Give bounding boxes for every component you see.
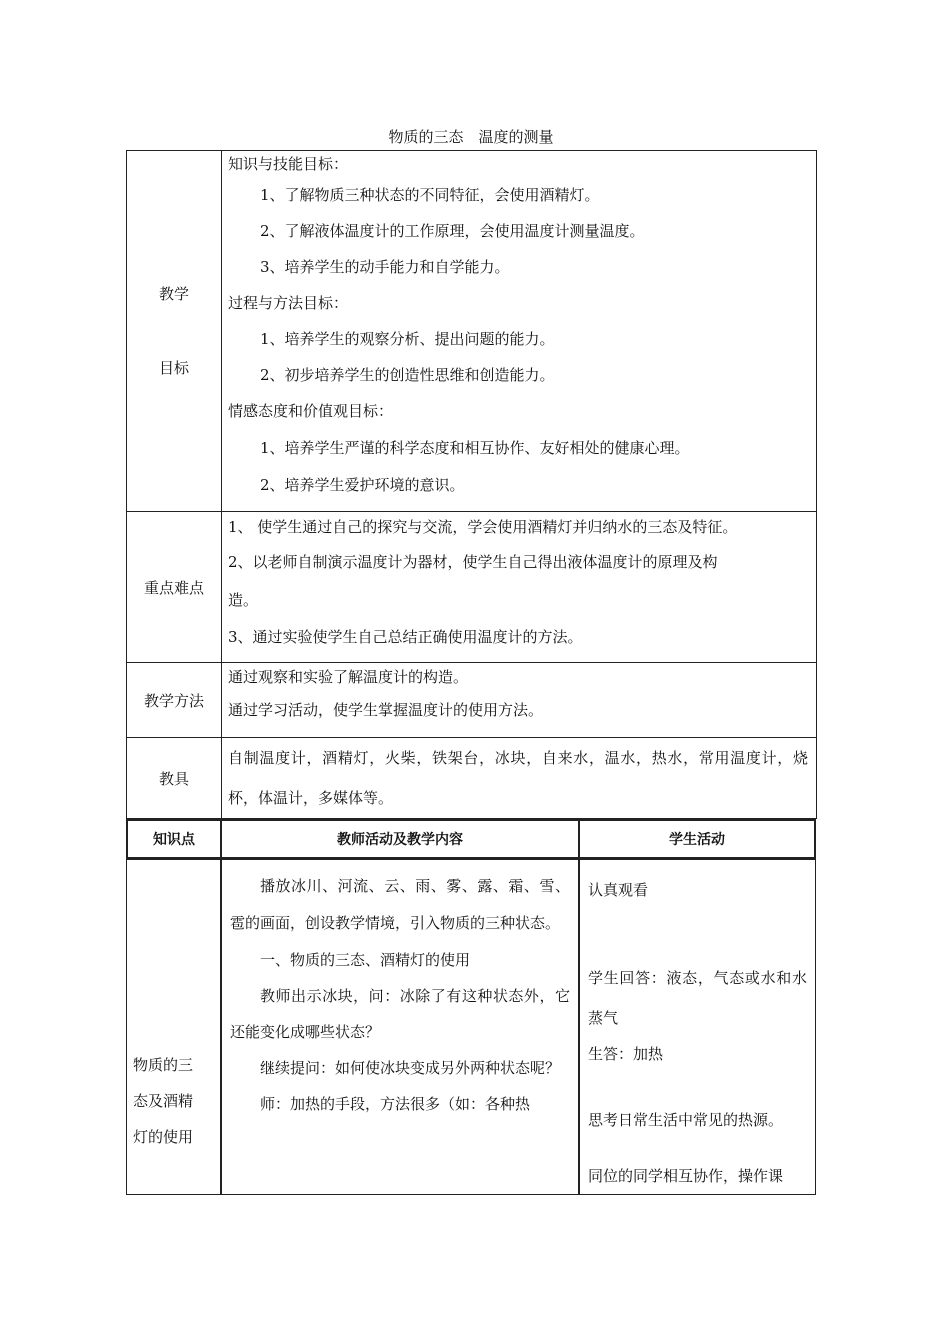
student-paragraph: 认真观看	[588, 881, 649, 899]
keypoints-row	[127, 512, 817, 663]
methods-content-cell	[222, 663, 817, 738]
knowledge-item: 3、培养学生的动手能力和自学能力。	[260, 258, 510, 276]
student-paragraph: 思考日常生活中常见的热源。	[588, 1111, 784, 1129]
keypoint-item: 2、以老师自制演示温度计为器材，使学生自己得出液体温度计的原理及构	[228, 553, 718, 571]
objectives-label-line-2: 目标	[158, 359, 189, 377]
method-item: 通过学习活动，使学生掌握温度计的使用方法。	[228, 701, 544, 719]
knowledge-item: 2、了解液体温度计的工作原理，会使用温度计测量温度。	[260, 222, 645, 240]
tools-text: 自制温度计，酒精灯，火柴，铁架台，冰块，自来水，温水，热水，常用温度计，烧杯，体温计，多媒体等。	[228, 749, 808, 807]
teacher-paragraph: 一、物质的三态、酒精灯的使用	[260, 951, 471, 969]
teacher-paragraph: 教师出示冰块，问：冰除了有这种状态外，它还能变化成哪些状态？	[230, 987, 570, 1041]
header-teacher-activity: 教师活动及教学内容	[221, 819, 579, 859]
knowledge-point-line: 态及酒精	[133, 1092, 194, 1110]
tools-content-cell	[222, 738, 817, 819]
knowledge-point-cell	[126, 859, 221, 1195]
teacher-paragraph: 继续提问：如何使冰块变成另外两种状态呢？	[260, 1059, 561, 1077]
knowledge-heading: 知识与技能目标：	[228, 155, 349, 173]
activity-table	[126, 819, 816, 1195]
process-item: 2、初步培养学生的创造性思维和创造能力。	[260, 366, 555, 384]
methods-label: 教学方法	[127, 663, 222, 738]
emotion-heading: 情感态度和价值观目标：	[228, 402, 394, 420]
process-heading: 过程与方法目标：	[228, 294, 349, 312]
overview-table	[126, 150, 817, 819]
header-knowledge-point: 知识点	[126, 819, 221, 859]
tools-row	[127, 738, 817, 819]
student-activity-cell	[579, 859, 816, 1195]
knowledge-point-line: 灯的使用	[133, 1128, 194, 1146]
objectives-label-line-1: 教学	[158, 285, 189, 303]
keypoint-item: 3、通过实验使学生自己总结正确使用温度计的方法。	[228, 628, 583, 646]
teacher-paragraph: 播放冰川、河流、云、雨、雾、露、霜、雪、雹的画面，创设教学情境，引入物质的三种状态。	[230, 877, 570, 932]
keypoint-item: 1、 使学生通过自己的探究与交流，学会使用酒精灯并归纳水的三态及特征。	[228, 518, 738, 536]
header-student-activity: 学生活动	[579, 819, 816, 859]
student-paragraph: 学生回答：液态，气态或水和水蒸气	[588, 969, 807, 1027]
teacher-paragraph: 师：加热的手段，方法很多（如：各种热	[260, 1095, 531, 1113]
methods-row	[127, 663, 817, 738]
lesson-plan-table	[126, 150, 816, 1195]
teacher-activity-cell	[221, 859, 579, 1195]
process-item: 1、培养学生的观察分析、提出问题的能力。	[260, 330, 555, 348]
knowledge-item: 1、了解物质三种状态的不同特征，会使用酒精灯。	[260, 186, 600, 204]
activity-header-row	[126, 819, 816, 859]
objectives-row	[127, 151, 817, 512]
objectives-content-cell	[222, 151, 817, 512]
document-title: 物质的三态 温度的测量	[388, 128, 554, 146]
keypoints-content-cell	[222, 512, 817, 663]
student-paragraph: 同位的同学相互协作，操作课	[588, 1167, 784, 1185]
emotion-item: 1、培养学生严谨的科学态度和相互协作、友好相处的健康心理。	[260, 439, 690, 457]
method-item: 通过观察和实验了解温度计的构造。	[228, 668, 469, 686]
knowledge-point-line: 物质的三	[133, 1056, 194, 1074]
keypoints-label: 重点难点	[127, 512, 222, 663]
activity-row	[126, 859, 816, 1195]
tools-label: 教具	[127, 738, 222, 819]
student-paragraph: 生答：加热	[588, 1045, 664, 1063]
keypoint-item: 造。	[228, 591, 259, 609]
objectives-label-cell	[127, 151, 222, 512]
emotion-item: 2、培养学生爱护环境的意识。	[260, 476, 465, 494]
